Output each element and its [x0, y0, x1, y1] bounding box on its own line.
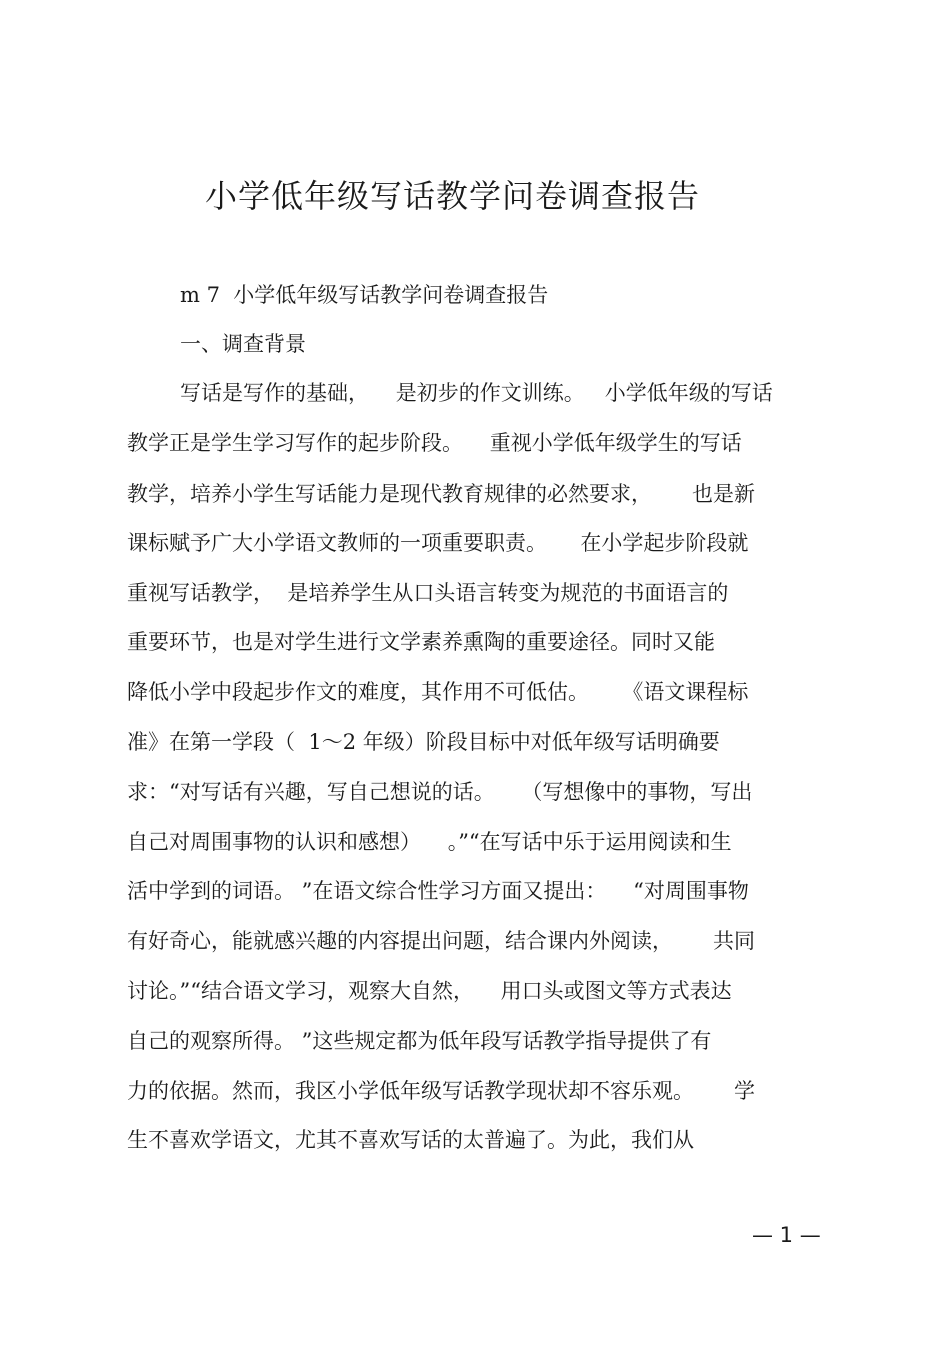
document-subtitle: m 7 小学低年级写话教学问卷调查报告 [180, 283, 549, 307]
body-line: 课标赋予广大小学语文教师的一项重要职责。 在小学起步阶段就 [127, 531, 749, 555]
body-line: 教学，培养小学生写话能力是现代教育规律的必然要求， 也是新 [127, 482, 756, 506]
page-number: — 1 — [752, 1223, 821, 1247]
section-heading: 一、调查背景 [180, 332, 306, 356]
document-title: 小学低年级写话教学问卷调查报告 [204, 177, 700, 215]
body-line: 有好奇心，能就感兴趣的内容提出问题，结合课内外阅读， 共同 [127, 929, 756, 953]
body-line: 重视写话教学， 是培养学生从口头语言转变为规范的书面语言的 [127, 581, 729, 605]
body-line: 教学正是学生学习写作的起步阶段。 重视小学低年级学生的写话 [127, 431, 742, 455]
body-line: 准》在第一学段（ 1～2 年级）阶段目标中对低年级写话明确要 [127, 730, 720, 754]
body-line: 自己对周围事物的认识和感想） 。”“在写话中乐于运用阅读和生 [127, 830, 732, 854]
body-line: 求：“对写话有兴趣，写自己想说的话。 （写想像中的事物，写出 [127, 780, 753, 804]
body-line: 自己的观察所得。 ”这些规定都为低年段写话教学指导提供了有 [127, 1029, 712, 1053]
body-line: 力的依据。然而，我区小学低年级写话教学现状却不容乐观。 学 [127, 1079, 756, 1103]
body-line: 生不喜欢学语文，尤其不喜欢写话的太普遍了。为此，我们从 [127, 1128, 694, 1152]
body-line: 降低小学中段起步作文的难度，其作用不可低估。 《语文课程标 [127, 680, 749, 704]
body-line: 讨论。”“结合语文学习，观察大自然， 用口头或图文等方式表达 [127, 979, 732, 1003]
body-line: 活中学到的词语。 ”在语文综合性学习方面又提出： “对周围事物 [127, 879, 749, 903]
body-line: 写话是写作的基础， 是初步的作文训练。 小学低年级的写话 [180, 381, 773, 405]
body-line: 重要环节，也是对学生进行文学素养熏陶的重要途径。同时又能 [127, 630, 715, 654]
